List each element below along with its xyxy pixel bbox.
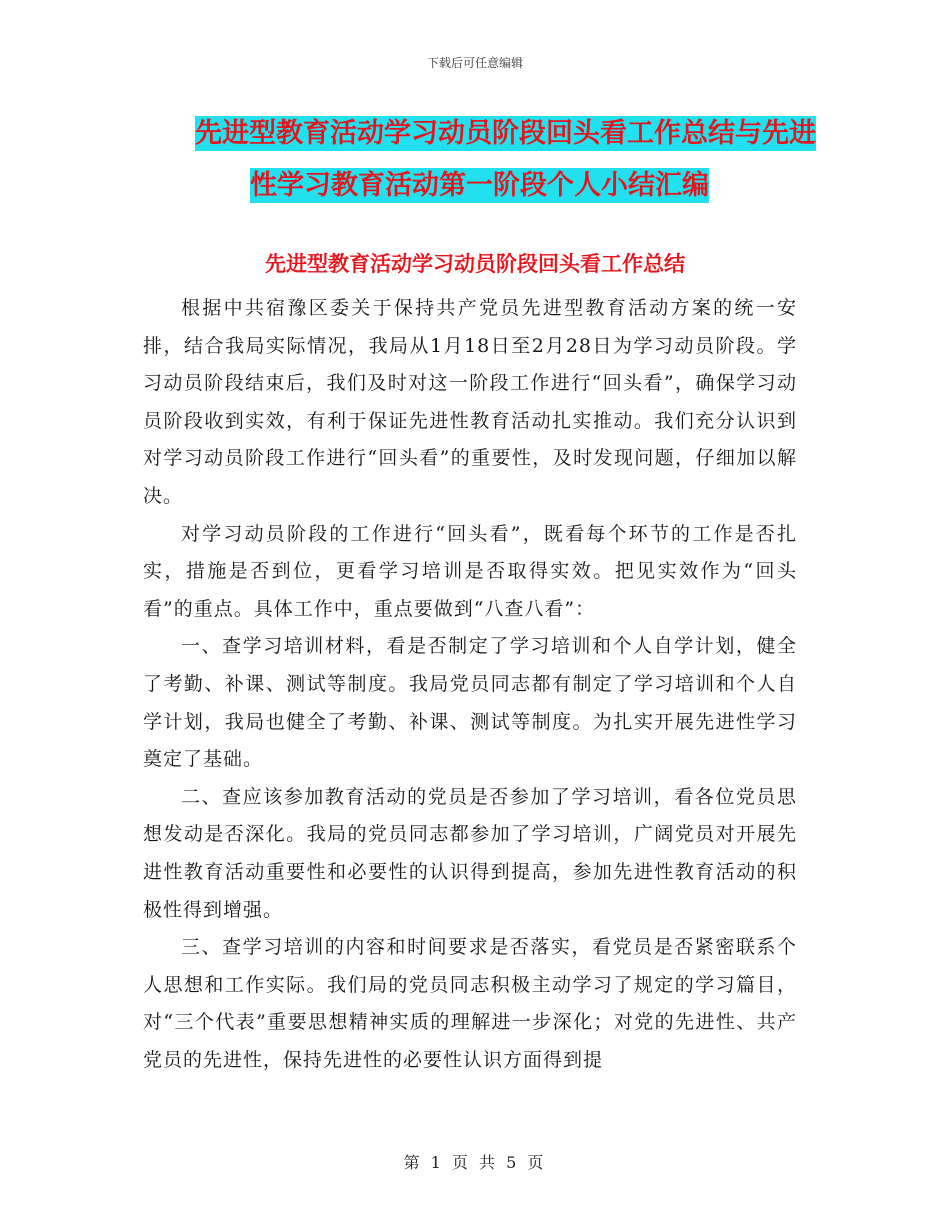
- document-title: [140, 108, 820, 212]
- paragraph: 根据中共宿豫区委关于保持共产党员先进型教育活动方案的统一安排，结合我局实际情况，我局从1月18日至2月28日为学习动员阶段。学习动员阶段结束后，我们及时对这一阶段工作进行“回头看”，确保学习动员阶段收到实效，有利于保证先进性教育活动扎实推动。我们充分认识到对学习动员阶段工作进行“回头看”的重要性，及时发现问题，仔细加以解决。: [143, 297, 797, 507]
- paragraph: 三、查学习培训的内容和时间要求是否落实，看党员是否紧密联系个人思想和工作实际。我们局的党员同志积极主动学习了规定的学习篇目，对“三个代表”重要思想精神实质的理解进一步深化；对党的先进性、共产党员的先进性，保持先进性的必要性认识方面得到提: [143, 936, 797, 1071]
- title-line-1: [140, 108, 820, 160]
- page-footer: 第 1 页 共 5 页: [403, 1153, 547, 1172]
- paragraph: 二、查应该参加教育活动的党员是否参加了学习培训，看各位党员思想发动是否深化。我局的党员同志都参加了学习培训，广阔党员对开展先进性教育活动重要性和必要性的认识得到提高，参加先进性教育活动的积极性得到增强。: [143, 785, 797, 921]
- body-text: [143, 290, 797, 1079]
- title-line-2: [140, 160, 820, 212]
- header-note: 下载后可任意编辑: [426, 56, 523, 70]
- paragraph: 对学习动员阶段的工作进行“回头看”，既看每个环节的工作是否扎实，措施是否到位，更看学习培训是否取得实效。把见实效作为“回头看”的重点。具体工作中，重点要做到“八查八看”：: [143, 522, 797, 620]
- title-line-2-text: 性学习教育活动第一阶段个人小结汇编: [250, 170, 709, 201]
- paragraph: 一、查学习培训材料，看是否制定了学习培训和个人自学计划，健全了考勤、补课、测试等制度。我局党员同志都有制定了学习培训和个人自学计划，我局也健全了考勤、补课、测试等制度。为扎实开展先进性学习奠定了基础。: [143, 635, 797, 771]
- section-title: 先进型教育活动学习动员阶段回头看工作总结: [265, 252, 685, 276]
- title-line-1-text: 先进型教育活动学习动员阶段回头看工作总结与先进: [195, 118, 816, 149]
